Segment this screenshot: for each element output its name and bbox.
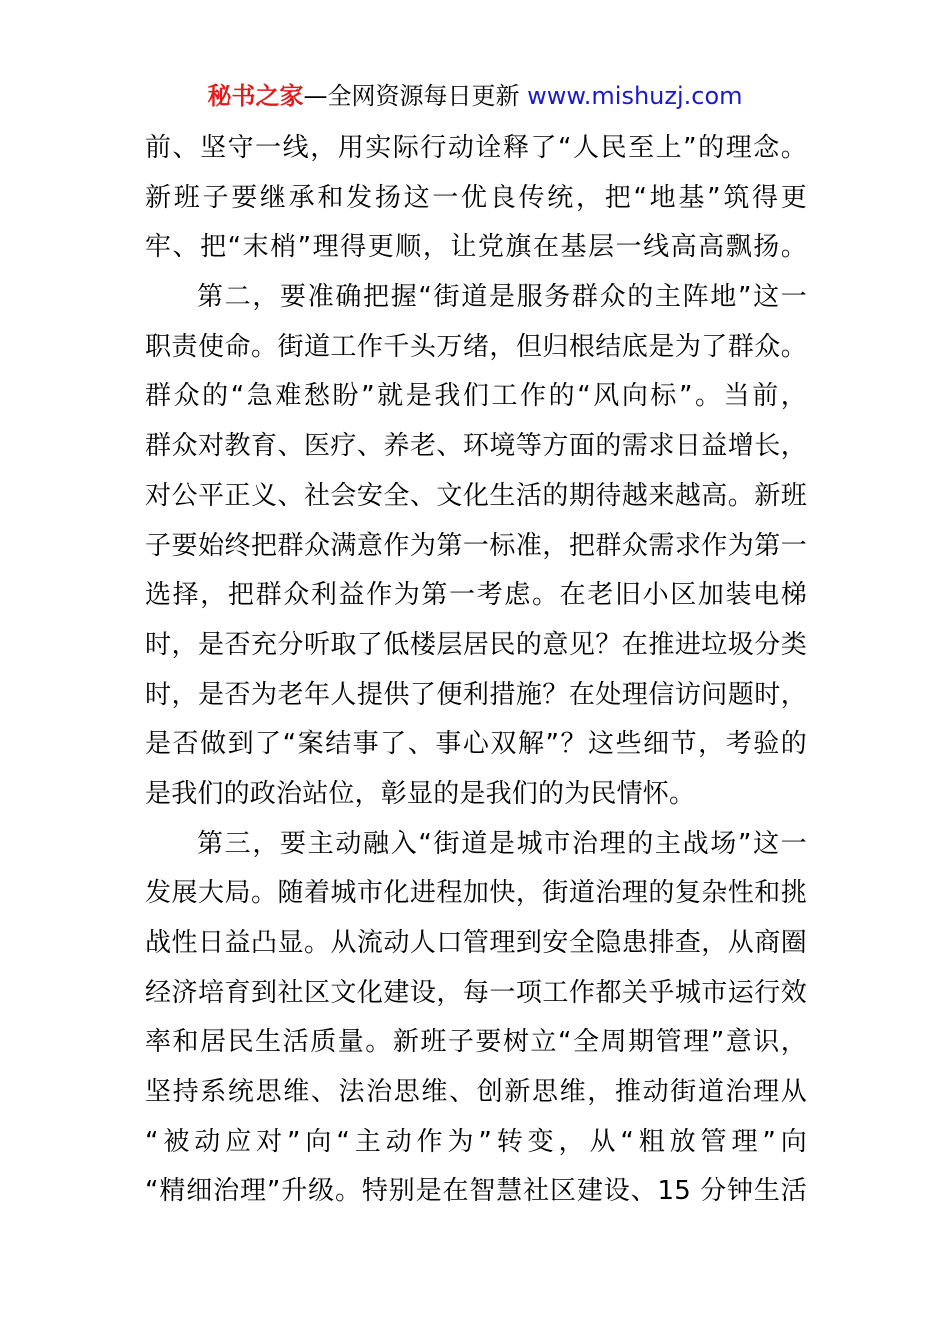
site-header (0, 80, 950, 112)
text-line: 前、坚守一线，用实际行动诠释了“人民至上”的理念。 (145, 133, 807, 163)
paragraph-start-line: 第三，要主动融入“街道是城市治理的主战场”这一 (197, 828, 807, 859)
text-line: 选择，把群众利益作为第一考虑。在老旧小区加装电梯 (145, 580, 807, 611)
text-line: 发展大局。随着城市化进程加快，街道治理的复杂性和挑 (145, 878, 807, 909)
site-name: 秘书之家 (207, 82, 304, 110)
text-line: 新班子要继承和发扬这一优良传统，把“地基”筑得更 (145, 182, 807, 213)
text-line: 经济培育到社区文化建设，每一项工作都关乎城市运行效 (145, 977, 807, 1008)
text-line: “被动应对”向“主动作为”转变，从“粗放管理”向 (145, 1126, 807, 1157)
text-line: 率和居民生活质量。新班子要树立“全周期管理”意识， (145, 1027, 807, 1058)
text-line: 坚持系统思维、法治思维、创新思维，推动街道治理从 (145, 1077, 807, 1108)
text-line: 时，是否为老年人提供了便利措施？在处理信访问题时， (145, 679, 807, 710)
paragraph-end-line: 是我们的政治站位，彰显的是我们的为民情怀。 (145, 778, 696, 809)
site-tagline: —全网资源每日更新 (303, 82, 528, 110)
paragraph-start-line: 第二，要准确把握“街道是服务群众的主阵地”这一 (197, 282, 807, 313)
document-body (145, 124, 807, 1217)
text-line: 对公平正义、社会安全、文化生活的期待越来越高。新班 (145, 480, 807, 511)
text-line: 战性日益凸显。从流动人口管理到安全隐患排查，从商圈 (145, 928, 807, 958)
text-line: 职责使命。街道工作千头万绪，但归根结底是为了群众。 (145, 331, 807, 362)
text-line: 是否做到了“案结事了、事心双解”？这些细节，考验的 (145, 729, 807, 760)
text-line: 时，是否充分听取了低楼层居民的意见？在推进垃圾分类 (145, 629, 807, 660)
text-line: 子要始终把群众满意作为第一标准，把群众需求作为第一 (145, 530, 807, 561)
text-line: 群众的“急难愁盼”就是我们工作的“风向标”。当前， (145, 381, 807, 412)
text-line: 群众对教育、医疗、养老、环境等方面的需求日益增长， (145, 431, 807, 462)
site-url[interactable]: www.mishuzj.com (527, 82, 743, 110)
text-line: “精细治理”升级。特别是在智慧社区建设、15 分钟生活 (145, 1176, 807, 1207)
text-line: 牢、把“末梢”理得更顺，让党旗在基层一线高高飘扬。 (145, 232, 807, 263)
